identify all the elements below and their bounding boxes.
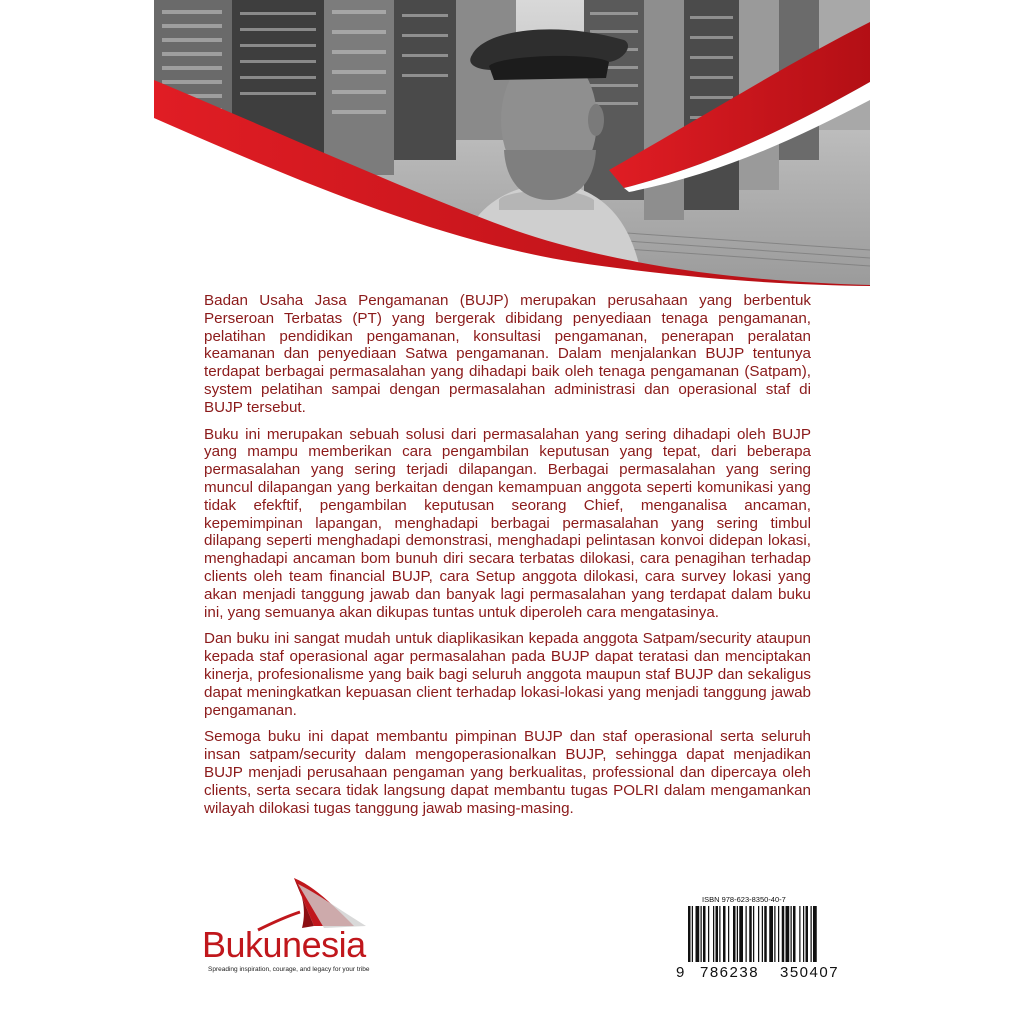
publisher-tagline: Spreading inspiration, courage, and legacy for your tribe	[208, 966, 370, 973]
barcode-bar	[746, 906, 747, 962]
barcode-bar	[723, 906, 726, 962]
barcode-bar	[713, 906, 714, 962]
isbn-label: ISBN 978-623-8350-40-7	[702, 895, 786, 904]
barcode-bar	[791, 906, 792, 962]
barcode-bar	[813, 906, 817, 962]
isbn-digits-right: 350407	[780, 964, 840, 981]
barcode-bar	[716, 906, 719, 962]
synopsis-paragraph-3: Dan buku ini sangat mudah untuk diaplikasikan kepada anggota Satpam/security ataupun kepada staf operasional agar permasalahan pada BUJP dapat teratasi dan menciptakan kinerja, profesionalisme yang baik bagi seluruh anggota maupun staf BUJP dan sekaligus dapat meningkatkan kepuasan client terhadap lokasi-lokasi yang menjadi tanggung jawab pengamanan.	[204, 630, 811, 719]
barcode-bar	[762, 906, 763, 962]
barcode-bar	[753, 906, 754, 962]
barcode-bar	[799, 906, 800, 962]
barcode-bar	[758, 906, 759, 962]
barcode-bar	[688, 906, 691, 962]
barcode-bar	[793, 906, 796, 962]
barcode-bar	[774, 906, 775, 962]
isbn-barcode	[674, 892, 868, 988]
book-back-cover	[154, 0, 870, 1024]
barcode-bar	[806, 906, 809, 962]
barcode-bar	[708, 906, 709, 962]
synopsis-paragraph-4: Semoga buku ini dapat membantu pimpinan BUJP dan staf operasional serta seluruh insan satpam/security dalam mengoperasionalkan BUJP, sehingga dapat menjadikan BUJP menjadi perusahaan pengaman yang berkualitas, professional dan dipercaya oleh clients, serta secara tidak langsung dapat membantu tugas POLRI dalam mengamankan wilayah dilokasi tugas tanggung jawab masing-masing.	[204, 728, 811, 817]
barcode-bar	[764, 906, 767, 962]
cover-banner-photo	[154, 0, 870, 290]
barcode-bar	[739, 906, 743, 962]
barcode-bar	[728, 906, 729, 962]
synopsis-paragraph-1: Badan Usaha Jasa Pengamanan (BUJP) merupakan perusahaan yang berbentuk Perseroan Terbatas (PT) yang bergerak dibidang penyediaan tenaga pengamanan, pelatihan pendidikan pengamanan, konsultasi pengamanan, penerapan peralatan keamanan dan penyediaan Satwa pengamanan. Dalam menjalankan BUJP tentunya terdapat berbagai permasalahan yang dihadapi baik oleh tenaga pengamanan (Satpam), system pelatihan sampai dengan permasalahan administrasi dan operasional staf di BUJP tersebut.	[204, 292, 811, 416]
barcode-bar	[719, 906, 720, 962]
back-cover-synopsis	[204, 292, 811, 826]
barcode-bar	[737, 906, 738, 962]
barcode-bar	[782, 906, 785, 962]
isbn-digit-first: 9	[676, 964, 685, 981]
barcode-bar	[692, 906, 693, 962]
barcode-bar	[733, 906, 736, 962]
barcode-bar	[778, 906, 779, 962]
barcode-bar	[703, 906, 706, 962]
barcode-bar	[786, 906, 790, 962]
barcode-bar	[803, 906, 804, 962]
publisher-name: Bukunesia	[202, 924, 366, 965]
barcode-bars	[674, 906, 868, 966]
publisher-logo	[202, 876, 382, 976]
barcode-bar	[701, 906, 702, 962]
synopsis-paragraph-2: Buku ini merupakan sebuah solusi dari permasalahan yang sering dihadapi oleh BUJP yang mampu memberikan cara pengambilan keputusan yang tepat, dari beberapa permasalahan yang sering terjadi dilapangan. Berbagai permasalahan yang sering muncul dilapangan yang berkaitan dengan kemampuan anggota seperti komunikasi yang tidak efekftif, pengambilan keputusan seorang Chief, menganalisa ancaman, kepemimpinan lapangan, menghadapi berbagai permasalahan yang sering timbul dilapang seperti menghadapi demonstrasi, menghadapi pelintasan konvoi didepan lokasi, menghadapi ancaman bom bunuh diri secara terbatas dilokasi, cara penagihan terhadap clients oleh team financial BUJP, cara Setup anggota dilokasi, cara survey lokasi yang akan menjadi tanggung jawab dan banyak lagi permasalahan yang terdapat dalam buku ini, yang semuanya akan dikupas tuntas untuk diperoleh cara mengatasinya.	[204, 425, 811, 621]
barcode-bar	[811, 906, 812, 962]
barcode-bar	[769, 906, 773, 962]
isbn-digits-left: 786238	[700, 964, 760, 981]
barcode-bar	[749, 906, 752, 962]
barcode-bar	[696, 906, 700, 962]
